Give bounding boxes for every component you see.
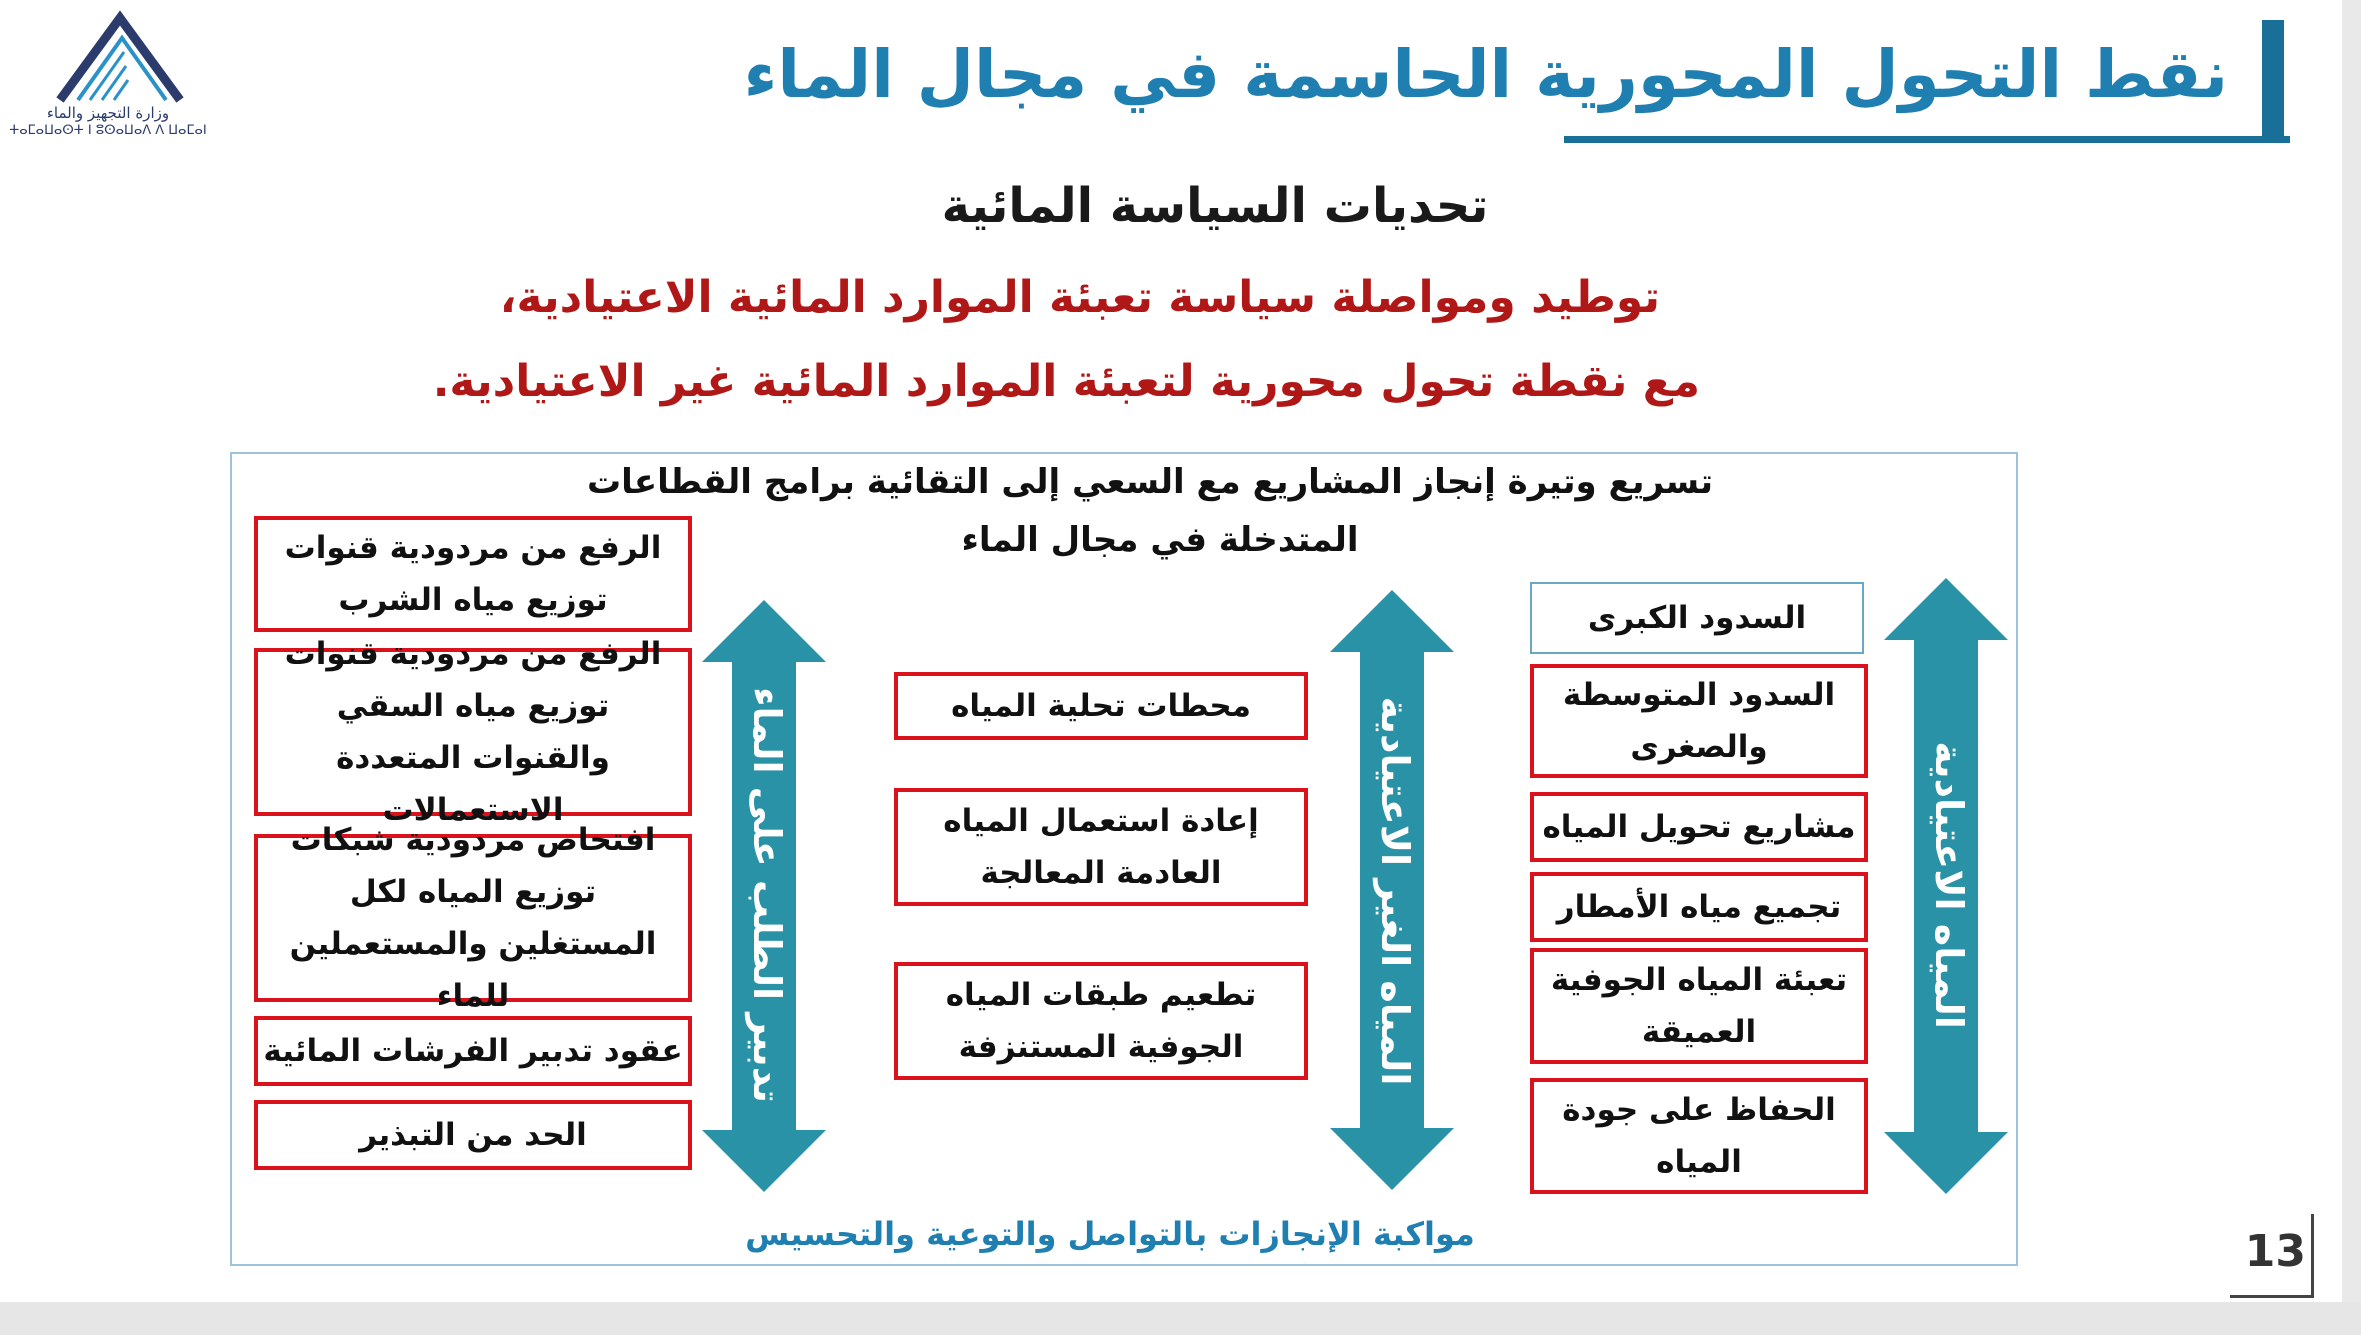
conventional-item: الحفاظ على جودة المياه <box>1530 1078 1868 1194</box>
ministry-logo-text <box>8 104 208 140</box>
section-subtitle: تحديات السياسة المائية <box>941 178 1489 234</box>
nonconventional-item: محطات تحلية المياه <box>894 672 1308 740</box>
nonconventional-item: تطعيم طبقات المياه الجوفية المستنزفة <box>894 962 1308 1080</box>
conventional-item: تعبئة المياه الجوفية العميقة <box>1530 948 1868 1064</box>
conventional-item: مشاريع تحويل المياه <box>1530 792 1868 862</box>
bottom-strip <box>0 1302 2361 1335</box>
demand-item: الرفع من مردودية قنوات توزيع مياه السقي والقنوات المتعددة الاستعمالات <box>254 648 692 816</box>
arrow-label-nonconventional: المياه الغير الاعتيادية <box>1373 696 1417 1086</box>
top-note-line-2: المتدخلة في مجال الماء <box>961 520 1359 560</box>
top-note-line-1: تسريع وتيرة إنجاز المشاريع مع السعي إلى التقائية برامج القطاعات <box>586 462 1714 502</box>
highlight-line-1: توطيد ومواصلة سياسة تعبئة الموارد المائية الاعتيادية، <box>499 272 1660 323</box>
demand-item: عقود تدبير الفرشات المائية <box>254 1016 692 1086</box>
page-title: نقط التحول المحورية الحاسمة في مجال الماء <box>743 36 2228 113</box>
demand-item: الرفع من مردودية قنوات توزيع مياه الشرب <box>254 516 692 632</box>
demand-item: الحد من التبذير <box>254 1100 692 1170</box>
logo-line-arabic: وزارة التجهيز والماء <box>46 104 170 122</box>
conventional-item: السدود المتوسطة والصغرى <box>1530 664 1868 778</box>
title-accent-bar <box>2262 20 2284 138</box>
title-underline <box>1564 136 2290 143</box>
conventional-item: السدود الكبرى <box>1530 582 1864 654</box>
right-scrollbar-strip <box>2342 0 2361 1302</box>
arrow-label-demand: تدبير الطلب على الماء <box>745 687 789 1103</box>
highlight-line-2: مع نقطة تحول محورية لتعبئة الموارد المائية غير الاعتيادية. <box>432 356 1700 407</box>
footer-note: مواكبة الإنجازات بالتواصل والتوعية والتحسيس <box>745 1215 1475 1253</box>
logo-line-tifinagh: ⵜⴰⵎⴰⵡⴰⵙⵜ ⵏ ⵓⵙⴰⵡⴰⴷ ⴷ ⵡⴰⵎⴰⵏ <box>9 123 207 138</box>
page-number: 13 <box>2244 1226 2306 1277</box>
nonconventional-item: إعادة استعمال المياه العادمة المعالجة <box>894 788 1308 906</box>
arrow-label-conventional: المياه الاعتيادية <box>1927 741 1971 1029</box>
demand-item: افتحاص مردودية شبكات توزيع المياه لكل المستغلين والمستعملين للماء <box>254 834 692 1002</box>
conventional-item: تجميع مياه الأمطار <box>1530 872 1868 942</box>
